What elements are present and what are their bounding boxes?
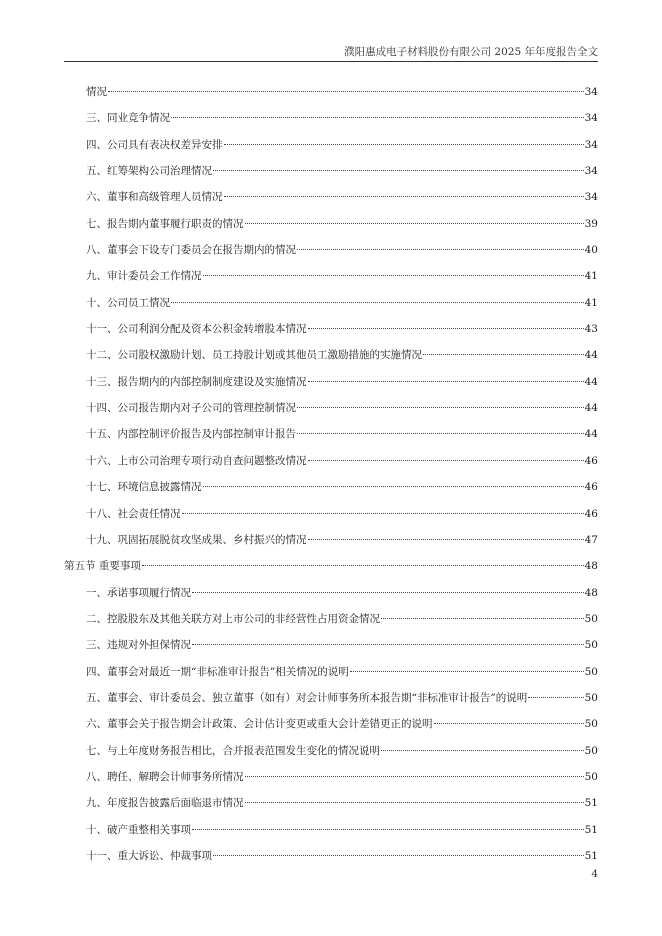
toc-entry-page: 44 [584,402,598,415]
toc-entry[interactable] [64,716,598,742]
toc-entry-page: 41 [584,270,598,283]
toc-entry-label: 七、与上年度财务报告相比，合并报表范围发生变化的情况说明 [86,744,380,757]
toc-entry[interactable] [64,347,598,373]
toc-entry-label: 九、审计委员会工作情况 [86,270,202,283]
toc-entry-label: 九、年度报告披露后面临退市情况 [86,797,244,810]
toc-entry[interactable] [64,400,598,426]
toc-entry[interactable] [64,585,598,611]
dot-leader [308,539,584,540]
running-header: 濮阳惠成电子材料股份有限公司 2025 年年度报告全文 [344,46,598,58]
toc-entry[interactable] [64,268,598,294]
toc-entry-label: 二、控股股东及其他关联方对上市公司的非经营性占用资金情况 [86,612,380,625]
dot-leader [192,592,584,593]
toc-entry-page: 46 [584,507,598,520]
toc-entry-label: 七、报告期内董事履行职责的情况 [86,217,244,230]
toc-entry-label: 八、董事会下设专门委员会在报告期内的情况 [86,244,296,257]
toc-entry-page: 47 [584,533,598,546]
toc-entry-label: 五、红筹架构公司治理情况 [86,165,212,178]
toc-entry-label: 三、违规对外担保情况 [86,639,191,652]
toc-entry-label: 情况 [86,86,107,98]
toc-entry-page: 48 [584,586,598,599]
toc-entry[interactable] [64,242,598,268]
toc-entry-page: 39 [584,217,598,230]
toc-entry-page: 51 [584,849,598,862]
toc-entry[interactable] [64,137,598,163]
toc-entry[interactable] [64,163,598,189]
toc-entry-label: 十四、公司报告期内对子公司的管理控制情况 [86,402,296,415]
dot-leader [224,144,584,145]
dot-leader [297,249,584,250]
toc-entry-page: 44 [584,349,598,362]
toc-entry-label: 十三、报告期内的内部控制制度建设及实施情况 [86,375,307,388]
dot-leader [423,354,584,355]
toc-entry[interactable] [64,321,598,347]
dot-leader [308,328,584,329]
dot-leader [245,223,584,224]
toc-entry-page: 34 [584,165,598,178]
toc-entry-page: 50 [584,665,598,678]
toc-entry-label: 十七、环境信息披露情况 [86,481,202,494]
toc-entry-page: 50 [584,639,598,652]
toc-entry[interactable] [64,822,598,848]
toc-entry[interactable] [64,690,598,716]
toc-entry-label: 十一、公司利润分配及资本公积金转增股本情况 [86,323,307,336]
toc-entry-page: 50 [584,691,598,704]
toc-entry-page: 40 [584,244,598,257]
toc-entry-label: 四、公司具有表决权差异安排 [86,138,223,151]
toc-entry-label: 十六、上市公司治理专项行动自查问题整改情况 [86,454,307,467]
toc-entry-label: 六、董事和高级管理人员情况 [86,191,223,204]
toc-entry-page: 50 [584,770,598,783]
toc-entry[interactable] [64,110,598,136]
dot-leader [297,433,584,434]
toc-entry-page: 50 [584,718,598,731]
toc-entry-page: 51 [584,823,598,836]
dot-leader [192,829,584,830]
toc-entry-page: 48 [584,560,598,573]
dot-leader [245,802,584,803]
toc-entry-label: 十、破产重整相关事项 [86,823,191,836]
toc-entry[interactable] [64,216,598,242]
toc-entry-label: 八、聘任、解聘会计师事务所情况 [86,770,244,783]
toc-entry[interactable] [64,453,598,479]
toc-entry[interactable] [64,637,598,663]
dot-leader [434,723,584,724]
toc-entry[interactable] [64,84,598,110]
dot-leader [171,302,584,303]
page-number: 4 [591,868,598,880]
toc-entry[interactable] [64,743,598,769]
toc-entry[interactable] [64,532,598,558]
toc-entry-page: 50 [584,612,598,625]
toc-entry-page: 44 [584,375,598,388]
toc-entry-page: 46 [584,454,598,467]
dot-leader [381,750,584,751]
dot-leader [297,407,584,408]
toc-entry-page: 34 [584,191,598,204]
dot-leader [245,776,584,777]
toc-entry-label: 六、董事会关于报告期会计政策、会计估计变更或重大会计差错更正的说明 [86,718,433,731]
dot-leader [142,565,584,566]
toc-entry-label: 一、承诺事项履行情况 [86,586,191,599]
dot-leader [108,91,584,92]
toc-entry-label: 十八、社会责任情况 [86,507,181,520]
toc-entry-page: 50 [584,744,598,757]
toc-entry[interactable] [64,295,598,321]
toc-section-entry[interactable] [64,558,598,584]
header-rule [64,61,598,62]
dot-leader [528,697,583,698]
toc-entry[interactable] [64,506,598,532]
dot-leader [308,381,584,382]
toc-entry-label: 五、董事会、审计委员会、独立董事（如有）对会计师事务所本报告期“非标准审计报告”的说明 [86,691,528,704]
table-of-contents [64,84,598,874]
toc-entry-page: 34 [584,112,598,125]
toc-entry-label: 四、董事会对最近一期“非标准审计报告”相关情况的说明 [86,665,349,678]
toc-entry-page: 34 [584,138,598,151]
dot-leader [182,513,584,514]
toc-entry[interactable] [64,479,598,505]
toc-entry[interactable] [64,426,598,452]
toc-entry-label: 十二、公司股权激励计划、员工持股计划或其他员工激励措施的实施情况 [86,349,422,362]
toc-entry-label: 三、同业竞争情况 [86,112,170,125]
toc-entry-label: 十一、重大诉讼、仲裁事项 [86,849,212,862]
dot-leader [171,117,584,118]
toc-entry-page: 43 [584,323,598,336]
toc-entry-page: 44 [584,428,598,441]
toc-entry[interactable] [64,848,598,874]
dot-leader [381,618,584,619]
dot-leader [213,170,584,171]
toc-entry[interactable] [64,769,598,795]
toc-entry-label: 十、公司员工情况 [86,296,170,309]
toc-entry[interactable] [64,189,598,215]
dot-leader [203,486,584,487]
dot-leader [350,671,584,672]
toc-entry-page: 46 [584,481,598,494]
toc-entry-label: 十九、巩固拓展脱贫攻坚成果、乡村振兴的情况 [86,533,307,546]
dot-leader [308,460,584,461]
toc-entry-label: 第五节 重要事项 [64,560,141,573]
toc-entry[interactable] [64,374,598,400]
toc-entry-page: 41 [584,296,598,309]
dot-leader [203,275,584,276]
toc-entry-label: 十五、内部控制评价报告及内部控制审计报告 [86,428,296,441]
dot-leader [192,644,584,645]
toc-entry-page: 51 [584,797,598,810]
dot-leader [213,855,584,856]
toc-entry-page: 34 [584,86,598,98]
dot-leader [224,196,584,197]
toc-entry[interactable] [64,611,598,637]
toc-entry[interactable] [64,664,598,690]
toc-entry[interactable] [64,795,598,821]
